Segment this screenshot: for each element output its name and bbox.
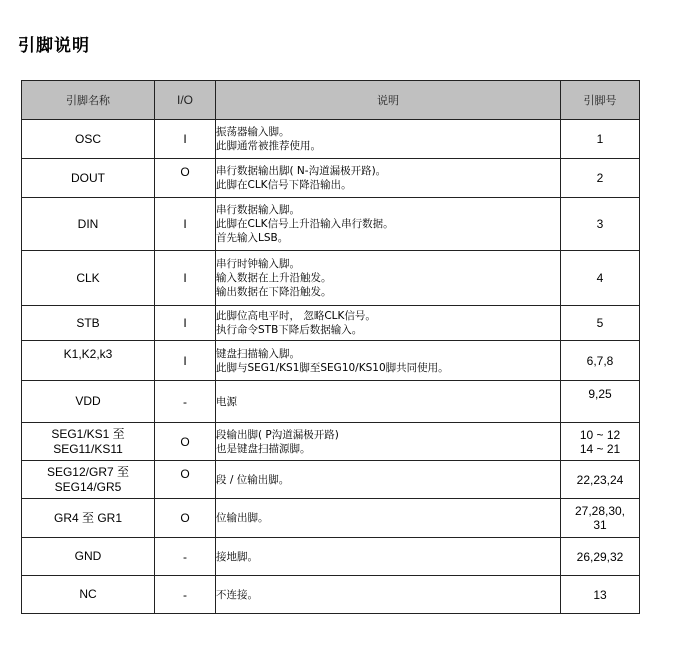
pin-description: 串行数据输入脚。 此脚在CLK信号上升沿输入串行数据。 首先输入LSB。 <box>216 198 561 251</box>
section-title: 引脚说明 <box>18 36 90 56</box>
table-row <box>22 341 640 381</box>
pin-description: 段输出脚( P沟道漏极开路) 也是键盘扫描源脚。 <box>216 423 561 461</box>
pin-name: DOUT <box>22 159 155 198</box>
header-io: I/O <box>155 81 216 120</box>
table-row <box>22 251 640 306</box>
pin-io: I <box>155 120 216 159</box>
pin-number: 3 <box>561 198 640 251</box>
pin-number: 22,23,24 <box>561 461 640 499</box>
pin-io: O <box>155 423 216 461</box>
header-description: 说明 <box>216 81 561 120</box>
pin-description-table <box>21 80 640 614</box>
pin-name: K1,K2,k3 <box>22 341 155 381</box>
pin-number: 2 <box>561 159 640 198</box>
pin-description: 位输出脚。 <box>216 499 561 538</box>
pin-io: I <box>155 341 216 381</box>
table-row <box>22 538 640 576</box>
pin-number: 6,7,8 <box>561 341 640 381</box>
table-row <box>22 120 640 159</box>
pin-description: 振荡器输入脚。 此脚通常被推荐使用。 <box>216 120 561 159</box>
table-header-row <box>22 81 640 120</box>
pin-io: I <box>155 306 216 341</box>
pin-name: GR4 至 GR1 <box>22 499 155 538</box>
pin-description: 电源 <box>216 381 561 423</box>
table-row <box>22 423 640 461</box>
pin-io: I <box>155 198 216 251</box>
pin-description: 串行数据输出脚( N-沟道漏极开路)。 此脚在CLK信号下降沿输出。 <box>216 159 561 198</box>
pin-description: 不连接。 <box>216 576 561 614</box>
pin-name: GND <box>22 538 155 576</box>
header-pin-name: 引脚名称 <box>22 81 155 120</box>
pin-io: - <box>155 381 216 423</box>
pin-number: 10 ~ 12 14 ~ 21 <box>561 423 640 461</box>
pin-number: 1 <box>561 120 640 159</box>
table-row <box>22 576 640 614</box>
pin-name: OSC <box>22 120 155 159</box>
table-row <box>22 198 640 251</box>
table-row <box>22 461 640 499</box>
pin-io: O <box>155 461 216 499</box>
pin-name: NC <box>22 576 155 614</box>
pin-name: SEG1/KS1 至 SEG11/KS11 <box>22 423 155 461</box>
pin-name: STB <box>22 306 155 341</box>
pin-description: 段 / 位输出脚。 <box>216 461 561 499</box>
pin-number: 13 <box>561 576 640 614</box>
pin-number: 26,29,32 <box>561 538 640 576</box>
pin-description: 此脚位高电平时， 忽略CLK信号。 执行命令STB下降后数据输入。 <box>216 306 561 341</box>
pin-name: SEG12/GR7 至 SEG14/GR5 <box>22 461 155 499</box>
pin-name: DIN <box>22 198 155 251</box>
table-row <box>22 499 640 538</box>
pin-name: VDD <box>22 381 155 423</box>
pin-name: CLK <box>22 251 155 306</box>
table-row <box>22 306 640 341</box>
pin-io: - <box>155 576 216 614</box>
pin-description: 键盘扫描输入脚。 此脚与SEG1/KS1脚至SEG10/KS10脚共同使用。 <box>216 341 561 381</box>
pin-number: 27,28,30, 31 <box>561 499 640 538</box>
pin-description: 接地脚。 <box>216 538 561 576</box>
pin-io: I <box>155 251 216 306</box>
pin-number: 4 <box>561 251 640 306</box>
table-row <box>22 159 640 198</box>
header-pin-number: 引脚号 <box>561 81 640 120</box>
pin-number: 5 <box>561 306 640 341</box>
pin-description: 串行时钟输入脚。 输入数据在上升沿触发。 输出数据在下降沿触发。 <box>216 251 561 306</box>
table-row <box>22 381 640 423</box>
pin-io: O <box>155 159 216 198</box>
pin-io: - <box>155 538 216 576</box>
pin-number: 9,25 <box>561 381 640 423</box>
pin-io: O <box>155 499 216 538</box>
